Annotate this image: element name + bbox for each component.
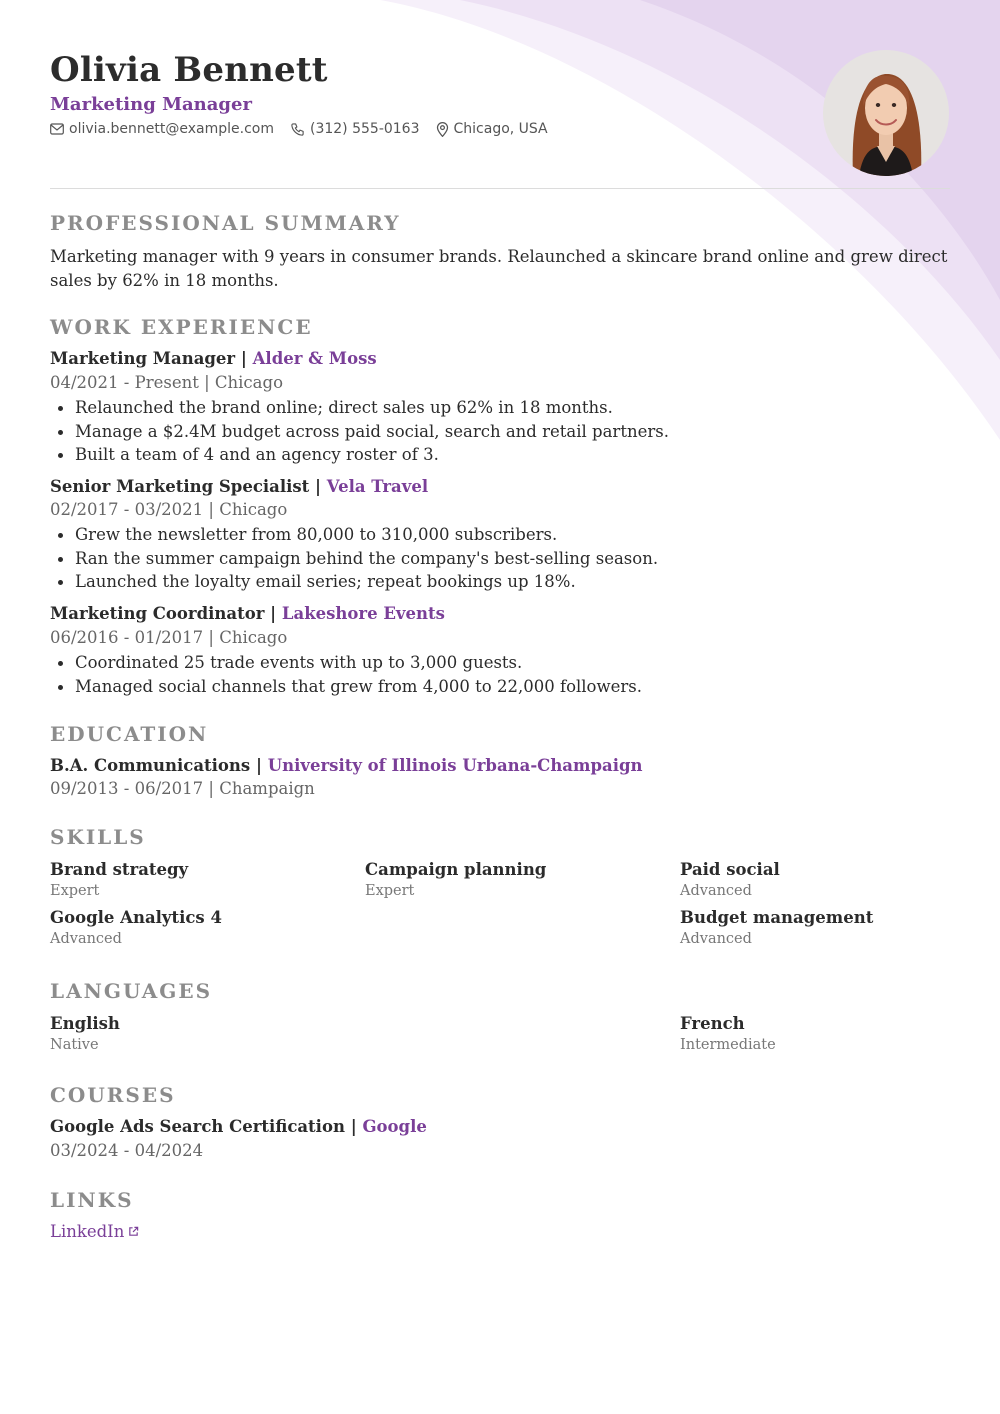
envelope-icon [50,123,64,135]
language-name: English [50,1014,120,1033]
job-company: Vela Travel [326,477,429,496]
job-position: Marketing Coordinator [50,604,265,623]
course-provider: Google [362,1117,427,1136]
language-level: Intermediate [680,1037,776,1053]
contact-phone[interactable] [290,121,420,137]
bullet-item: Coordinated 25 trade events with up to 3,000 guests. [50,651,642,675]
job-bullets [50,396,669,467]
skill-item [680,860,780,899]
bullet-item: Relaunched the brand online; direct sales up 62% in 18 months. [50,396,669,420]
job-company: Alder & Moss [252,349,377,368]
skill-name: Campaign planning [365,860,547,879]
bullet-item: Ran the summer campaign behind the company's best-selling season. [50,547,658,571]
bullet-item: Built a team of 4 and an agency roster of 3. [50,443,669,467]
bullet-item: Managed social channels that grew from 4,000 to 22,000 followers. [50,675,642,699]
job-bullets [50,523,658,594]
job-meta: 02/2017 - 03/2021 | Chicago [50,500,288,519]
skill-name: Google Analytics 4 [50,908,222,927]
job-company: Lakeshore Events [281,604,445,623]
contact-bar [50,121,564,137]
linkedin-link[interactable] [50,1222,139,1241]
external-link-icon [128,1226,139,1237]
skill-level: Advanced [50,931,122,947]
email-text: olivia.bennett@example.com [69,121,274,137]
skill-item [680,908,873,947]
language-name: French [680,1014,745,1033]
links-heading: LINKS [50,1188,134,1212]
job-position: Senior Marketing Specialist [50,477,310,496]
courses-heading: COURSES [50,1083,176,1107]
language-item [680,1014,776,1053]
job-bullets [50,651,642,698]
map-pin-icon [436,122,449,137]
language-item [50,1014,120,1053]
experience-heading: WORK EXPERIENCE [50,315,313,339]
degree: B.A. Communications [50,756,251,775]
profile-photo [823,50,949,176]
skill-item [365,860,546,899]
bullet-item: Grew the newsletter from 80,000 to 310,000 subscribers. [50,523,658,547]
contact-email[interactable] [50,121,274,137]
location-text: Chicago, USA [453,121,548,137]
skill-level: Advanced [680,931,752,947]
job-meta: 06/2016 - 01/2017 | Chicago [50,628,288,647]
candidate-name: Olivia Bennett [50,50,328,90]
job-title: Marketing Manager [50,94,252,115]
summary-heading: PROFESSIONAL SUMMARY [50,211,401,235]
skill-level: Expert [365,883,415,899]
job-meta: 04/2021 - Present | Chicago [50,373,284,392]
skill-level: Advanced [680,883,752,899]
skill-item [50,860,188,899]
skill-name: Brand strategy [50,860,189,879]
phone-icon [290,122,305,137]
education-meta: 09/2013 - 06/2017 | Champaign [50,779,315,798]
school: University of Illinois Urbana-Champaign [267,756,643,775]
language-level: Native [50,1037,99,1053]
skill-item [50,908,222,947]
languages-heading: LANGUAGES [50,979,213,1003]
skill-name: Paid social [680,860,780,879]
education-heading: EDUCATION [50,722,209,746]
contact-location [436,121,548,137]
bullet-item: Manage a $2.4M budget across paid social, search and retail partners. [50,420,669,444]
education-title-line: B.A. Communications | University of Illinois Urbana-Champaign [50,756,643,775]
skill-name: Budget management [680,908,874,927]
skills-heading: SKILLS [50,825,146,849]
course-meta: 03/2024 - 04/2024 [50,1141,204,1160]
course-name: Google Ads Search Certification [50,1117,345,1136]
summary-text: Marketing manager with 9 years in consumer brands. Relaunched a skincare brand online and grew direct sales by 62% in 18 months. [50,247,948,290]
course-title-line: Google Ads Search Certification | Google [50,1117,427,1136]
job-title-line: Marketing Coordinator | Lakeshore Events [50,604,445,623]
bullet-item: Launched the loyalty email series; repeat bookings up 18%. [50,570,658,594]
phone-text: (312) 555-0163 [310,121,420,137]
header-divider [50,188,950,189]
skill-level: Expert [50,883,100,899]
linkedin-label: LinkedIn [50,1222,125,1241]
job-title-line: Marketing Manager | Alder & Moss [50,349,377,368]
job-position: Marketing Manager [50,349,236,368]
job-title-line: Senior Marketing Specialist | Vela Travel [50,477,429,496]
